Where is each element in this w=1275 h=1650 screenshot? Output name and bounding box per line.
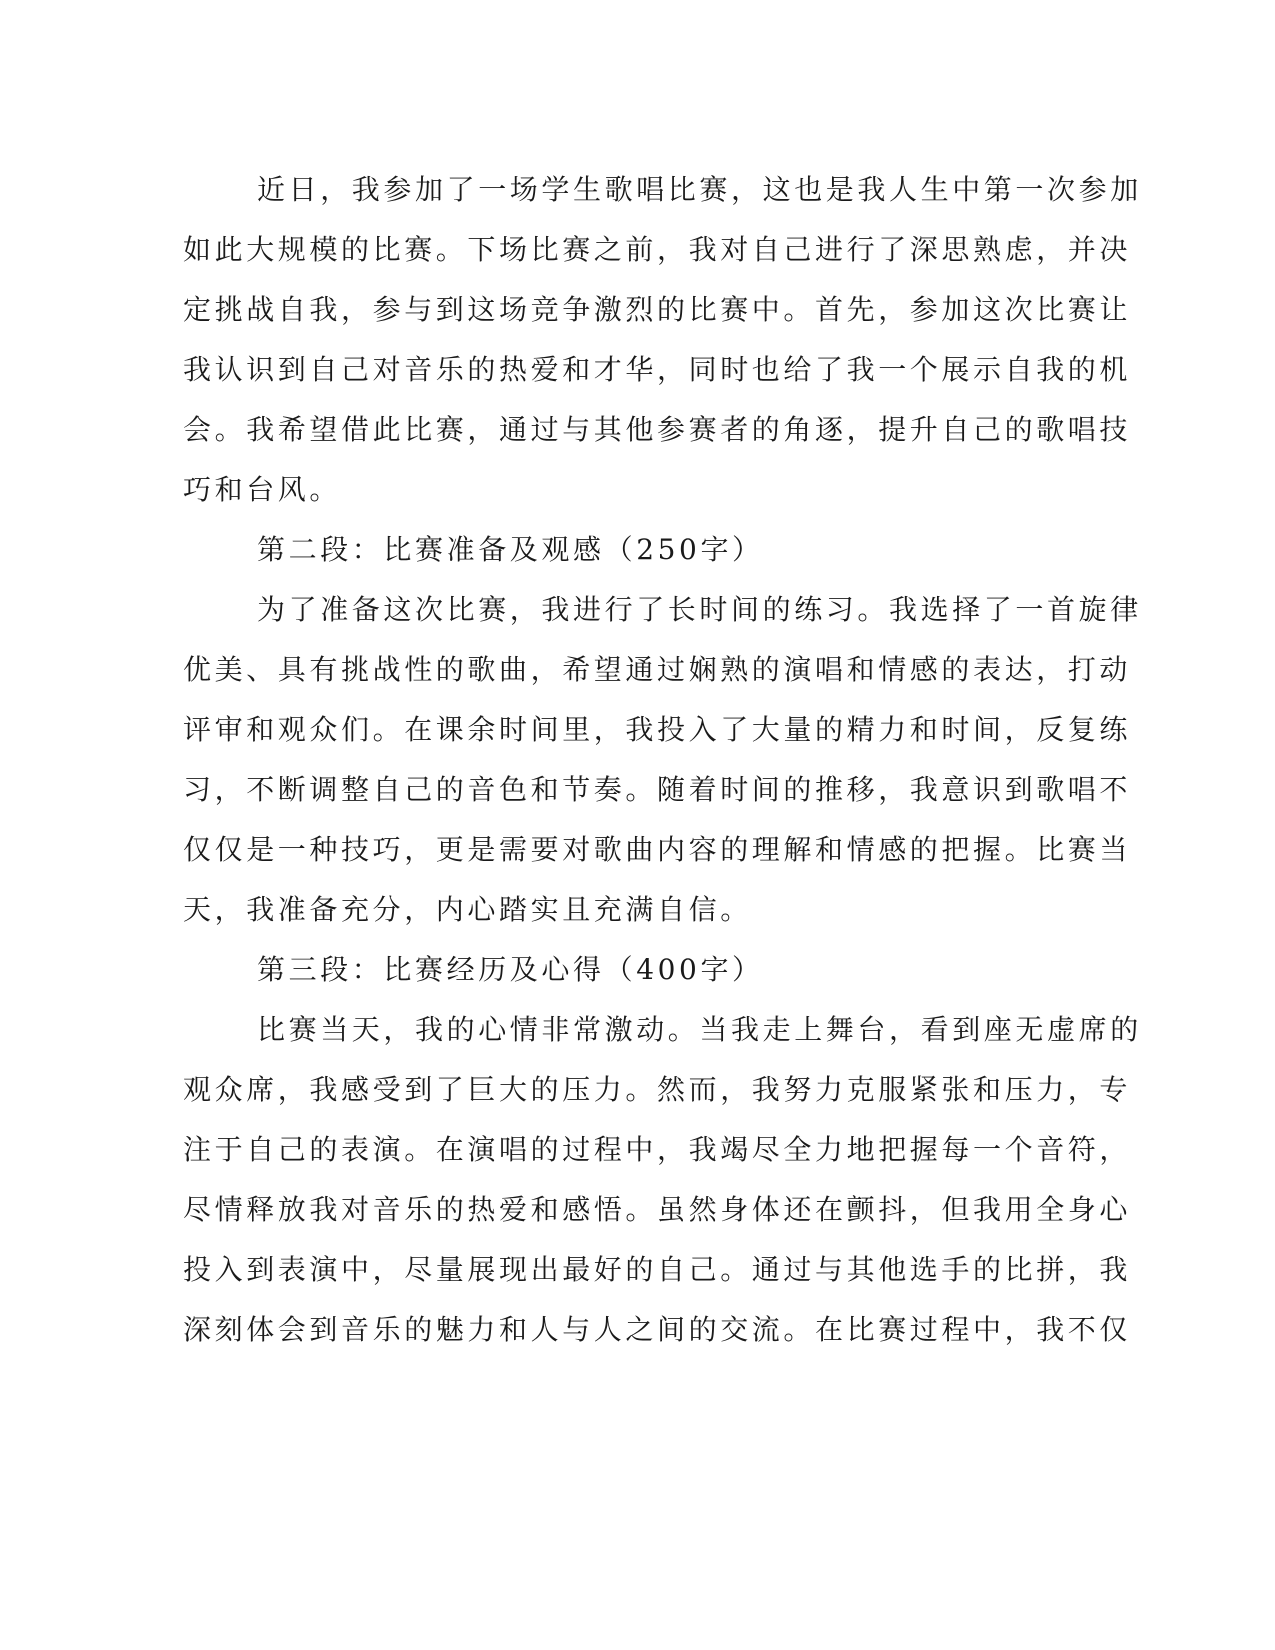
paragraph-3-line-1: 比赛当天，我的心情非常激动。当我走上舞台，看到座无虚席的 [257,1013,1142,1046]
paragraph-2-line-1: 为了准备这次比赛，我进行了长时间的练习。我选择了一首旋律 [257,593,1142,626]
paragraph-2-line-5: 仅仅是一种技巧，更是需要对歌曲内容的理解和情感的把握。比赛当 [183,833,1132,866]
section-heading-3: 第三段：比赛经历及心得（400字） [257,953,764,986]
paragraph-2-line-3: 评审和观众们。在课余时间里，我投入了大量的精力和时间，反复练 [183,713,1132,746]
paragraph-1-line-5: 会。我希望借此比赛，通过与其他参赛者的角逐，提升自己的歌唱技 [183,413,1132,446]
paragraph-2-line-6: 天，我准备充分，内心踏实且充满自信。 [183,893,752,926]
paragraph-3-line-4: 尽情释放我对音乐的热爱和感悟。虽然身体还在颤抖，但我用全身心 [183,1193,1132,1226]
paragraph-1-line-2: 如此大规模的比赛。下场比赛之前，我对自己进行了深思熟虑，并决 [183,233,1132,266]
document-body [183,160,1142,1360]
paragraph-2-line-4: 习，不断调整自己的音色和节奏。随着时间的推移，我意识到歌唱不 [183,773,1132,806]
paragraph-1-line-6: 巧和台风。 [183,473,342,506]
paragraph-2-line-2: 优美、具有挑战性的歌曲，希望通过娴熟的演唱和情感的表达，打动 [183,653,1132,686]
paragraph-1-line-1: 近日，我参加了一场学生歌唱比赛，这也是我人生中第一次参加 [257,173,1142,206]
paragraph-1-line-3: 定挑战自我，参与到这场竞争激烈的比赛中。首先，参加这次比赛让 [183,293,1132,326]
section-heading-2: 第二段：比赛准备及观感（250字） [257,533,764,566]
paragraph-1-line-4: 我认识到自己对音乐的热爱和才华，同时也给了我一个展示自我的机 [183,353,1132,386]
paragraph-3-line-5: 投入到表演中，尽量展现出最好的自己。通过与其他选手的比拼，我 [183,1253,1132,1286]
paragraph-3-line-6: 深刻体会到音乐的魅力和人与人之间的交流。在比赛过程中，我不仅 [183,1313,1132,1346]
paragraph-3-line-3: 注于自己的表演。在演唱的过程中，我竭尽全力地把握每一个音符， [183,1133,1132,1166]
paragraph-3-line-2: 观众席，我感受到了巨大的压力。然而，我努力克服紧张和压力，专 [183,1073,1132,1106]
